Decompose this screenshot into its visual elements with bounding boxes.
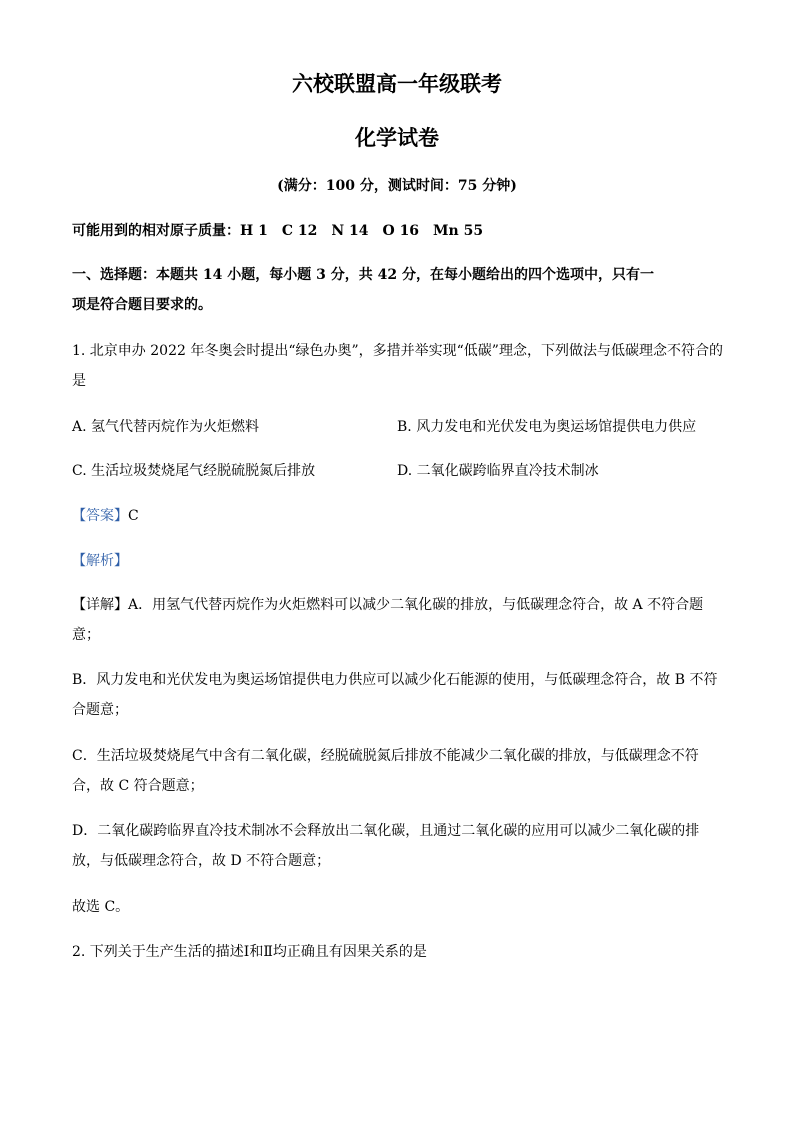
exam-subtitle: 化学试卷 bbox=[355, 125, 439, 150]
detail-c-line2: 合，故 C 符合题意； bbox=[72, 778, 204, 794]
section-heading-line2: 项是符合题目要求的。 bbox=[72, 297, 212, 313]
option-a: A. 氢气代替丙烷作为火炬燃料 bbox=[72, 419, 260, 435]
answer-label: 【答案】 bbox=[72, 508, 128, 524]
option-b: B. 风力发电和光伏发电为奥运场馆提供电力供应 bbox=[397, 419, 697, 435]
answer-line bbox=[72, 506, 139, 526]
detail-a-line1 bbox=[72, 595, 703, 615]
atomic-mass-line: 可能用到的相对原子质量：H 1 C 12 N 14 O 16 Mn 55 bbox=[72, 223, 484, 239]
detail-label: 【详解】 bbox=[72, 597, 128, 613]
exam-title: 六校联盟高一年级联考 bbox=[292, 71, 502, 96]
question1-stem-line2: 是 bbox=[72, 373, 86, 389]
answer-value: C bbox=[128, 508, 139, 524]
question1-stem-line1: 1. 北京申办 2022 年冬奥会时提出“绿色办奥”，多措并举实现“低碳”理念，下列做法与低碳理念不符合的 bbox=[72, 343, 723, 359]
question2-stem: 2. 下列关于生产生活的描述Ⅰ和Ⅱ均正确且有因果关系的是 bbox=[72, 944, 427, 960]
detail-c-line1: C．生活垃圾焚烧尾气中含有二氧化碳，经脱硫脱氮后排放不能减少二氧化碳的排放，与低碳理念不符 bbox=[72, 748, 699, 764]
detail-a-line2: 意； bbox=[72, 627, 100, 643]
option-d: D. 二氧化碳跨临界直冷技术制冰 bbox=[397, 463, 599, 479]
option-c: C. 生活垃圾焚烧尾气经脱硫脱氮后排放 bbox=[72, 463, 316, 479]
conclusion: 故选 C。 bbox=[72, 899, 130, 915]
detail-a-text: A．用氢气代替丙烷作为火炬燃料可以减少二氧化碳的排放，与低碳理念符合，故 A 不符合题 bbox=[128, 597, 704, 613]
exam-info: (满分：100 分，测试时间：75 分钟) bbox=[277, 178, 517, 194]
detail-b-line2: 合题意； bbox=[72, 702, 128, 718]
section-heading-line1: 一、选择题：本题共 14 小题，每小题 3 分，共 42 分，在每小题给出的四个选项中，只有一 bbox=[72, 267, 654, 283]
detail-d-line2: 放，与低碳理念符合，故 D 不符合题意； bbox=[72, 853, 331, 869]
detail-b-line1: B．风力发电和光伏发电为奥运场馆提供电力供应可以减少化石能源的使用，与低碳理念符合，故 B 不符 bbox=[72, 672, 718, 688]
detail-d-line1: D．二氧化碳跨临界直冷技术制冰不会释放出二氧化碳，且通过二氧化碳的应用可以减少二氧化碳的排 bbox=[72, 823, 700, 839]
analysis-label: 【解析】 bbox=[72, 553, 128, 569]
